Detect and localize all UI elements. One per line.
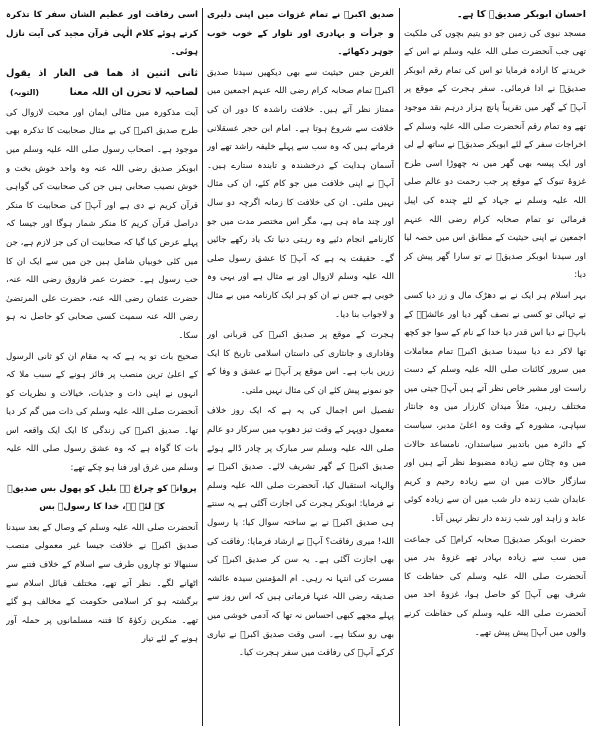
quran-verse-text: ثانی اثنین اذ ھما فی الغار اذ یقول لصاحبہ لا تحزن ان اللہ معنا <box>6 67 198 98</box>
column-right <box>404 6 586 728</box>
column-left-paragraph-1: اسی رفاقت اور عظیم الشان سفر کا تذکرہ کرتے ہوئے کلام الٰہی قرآن مجید کی آیت نازل ہوئی۔ <box>6 10 198 58</box>
column-middle-paragraph-2: الغرض جس حیثیت سے بھی دیکھیں سیدنا صدیق اکبرؓ تمام صحابہ کرام رضی اللہ عنہم اجمعین میں ممتاز نظر آتے ہیں۔ خلافت راشدہ کا دور ان کی خلافت سے شروع ہوتا ہے۔ امام ابن حجر عسقلانی فرماتے ہیں کہ وہ سب سے پہلے خلیفہ راشد تھے اور آسمان ہدایت کے درخشندہ و تابندہ ستارے ہیں۔ آپؓ نے اپنی خلافت میں جو کام کئے، ان کی مثال نہیں ملتی۔ ان کی خلافت کا زمانہ اگرچہ دو سال اور چند ماہ ہی ہے، مگر اس مختصر مدت میں جو کارنامے انجام دئیے وہ رہتی دنیا تک یاد رکھے جائیں گے۔ حقیقت یہ ہے کہ آپؓ کا عشق رسول صلی اللہ علیہ وسلم لازوال اور بے مثال ہے اور یہی وہ خوبی ہے جس نے ان کو ہر ایک کارنامہ میں بے مثال و لاجواب بنا دیا۔ <box>207 67 394 320</box>
column-divider-left <box>202 8 203 726</box>
column-middle-paragraph-3: ہجرت کے موقع پر صدیق اکبرؓ کی قربانی اور وفاداری و جانثاری کی داستان اسلامی تاریخ کا ایک زریں باب ہے۔ اس موقع پر آپؓ نے عشق و وفا کے جو نمونے پیش کئے ان کی مثال نہیں ملتی۔ <box>207 330 394 396</box>
column-left-paragraph-4: آنحضرت صلی اللہ علیہ وسلم کے وصال کے بعد سیدنا صدیق اکبرؓ نے خلافت جیسا غیر معمولی منصب سنبھالا تو چاروں طرف سے اسلام کے خلاف فتنے سر اٹھانے لگے۔ نظر آتے تھے، مختلف قبائل اسلام سے برگشتہ ہو کر اسلامی حکومت کے مخالف ہو گئے تھے۔ منکرین زکوٰۃ کا فتنہ مسلمانوں پر حملہ آور ہونے کے لئے تیار <box>6 522 198 645</box>
poetry-couplet: پروانے کو چراغ ہے بلبل کو پھول بس صدیقؓ کے لئے ہے، خدا کا رسولؐ بس <box>7 483 197 513</box>
column-middle-paragraph-4: تفصیل اس اجمال کی یہ ہے کہ ایک روز خلاف معمول دوپہر کے وقت تیز دھوپ میں سرکار دو عالم صلی اللہ علیہ وسلم سر مبارک پر چادر ڈالے ہوئے صدیق اکبرؓ کے گھر تشریف لائے۔ صدیق اکبرؓ نے والہانہ استقبال کیا، آنحضرت صلی اللہ علیہ وسلم نے فرمایا: ابوبکر ہجرت کی اجازت آگئی ہے یہ سنتے ہی صدیق اکبرؓ نے بے ساختہ سوال کیا: یا رسول اللہ! میری رفاقت؟ آپؐ نے ارشاد فرمایا: رفاقت کی بھی اجازت آگئی ہے۔ یہ سن کر صدیق اکبرؓ کی مسرت کی انتہا نہ رہی۔ ام المؤمنین سیدہ عائشہ صدیقہ رضی اللہ عنہا فرماتی ہیں کہ اس روز سے پہلے مجھے کبھی احساس نہ تھا کہ آدمی خوشی میں بھی رو سکتا ہے۔ اسی وقت صدیق اکبرؓ نے تیاری کرکے آپؐ کی رفاقت میں سفر ہجرت کیا۔ <box>207 406 394 659</box>
column-middle <box>207 6 394 728</box>
column-divider-right <box>399 8 400 726</box>
column-right-paragraph-1: مسجد نبوی کی زمین جو دو یتیم بچوں کی ملکیت تھی جب آنحضرت صلی اللہ علیہ وسلم نے اس کے خریدنے کا ارادہ فرمایا تو اس کی تمام رقم ابوبکر صدیقؓ نے ادا فرمائی۔ سفر ہجرت کے موقع پر آپؓ کے گھر میں تقریباً پانچ ہزار درہم نقد موجود تھے وہ تمام رقم آنحضرت صلی اللہ علیہ وسلم کے اخراجات سفر کے لئے ابوبکر صدیقؓ نے ساتھ لے لی اور ایک پیسہ بھی گھر میں نہ چھوڑا اسی طرح غزوۂ تبوک کے موقع پر جب رحمت دو عالم صلی اللہ علیہ وسلم نے جہاد کے لئے چندہ کی اپیل فرمائی تو تمام صحابہ کرام رضی اللہ عنہم اجمعین نے اپنی حیثیت کے مطابق اس میں حصہ لیا اور سیدنا ابوبکر صدیقؓ نے تو سارا گھر پیش کر دیا: <box>404 28 586 281</box>
column-right-paragraph-3: حضرت ابوبکر صدیقؓ صحابہ کرامؓ کی جماعت میں سب سے زیادہ بہادر تھے غزوۂ بدر میں آنحضرت صلی اللہ علیہ وسلم کی حفاظت کا شرف بھی آپؓ کو حاصل ہوا، غزوۂ احد میں آنحضرت صلی اللہ علیہ وسلم کی حفاظت کرنے والوں میں آپؓ پیش پیش تھے۔ <box>404 534 586 638</box>
column-right-paragraph-2: بہر اسلام ہر ایک نے بے دھڑک مال و زر دیا کسی نے تہائی تو کسی نے نصف گھر دیا اور عائشہؓ کے باپؓ نے دیا اس قدر دیا خدا کے نام کے سوا جو کچھ تھا لاکر دے دیا سیدنا صدیق اکبرؓ تمام معاملات میں سرور کائنات صلی اللہ علیہ وسلم کے دست راست اور مشیر خاص نظر آتے ہیں آپؓ جیتی میں مختلف رہیں، مثلاً میدان کارزار میں وہ جانثار سپاہی، مشورہ کے وقت وہ اعلیٰ مدبر، سیاست کے دائرہ میں باتدبیر سیاستدان، نامساعد حالات میں وہ چٹان سے زیادہ مضبوط نظر آتے ہیں اور سازگار حالات میں ان سے زیادہ رحیم و کریم عابدان شب زندہ دار شب میں ان سے زیادہ کوئی عابد و زاہد اور شب زندہ دار نظر نہیں آتا۔ <box>404 290 586 525</box>
column-middle-paragraph-1: صدیق اکبرؓ نے تمام غزوات میں اپنی دلیری و جرأت و بہادری اور تلوار کے خوب خوب جوہر دکھائے۔ <box>207 10 394 58</box>
column-right-top-line: احسان ابوبکر صدیقؓ کا ہے۔ <box>456 9 586 20</box>
quran-verse-reference: (التوبہ) <box>10 87 40 97</box>
quran-verse <box>6 64 198 102</box>
column-left-paragraph-3: صحیح بات تو یہ ہے کہ یہ مقام ان کو ثانی الرسول کے اعلیٰ ترین منصب پر فائز ہونے کے سبب ملا کہ انہوں نے اپنی ذات و جذبات، خیالات و نظریات کو آنحضرت صلی اللہ علیہ وسلم کی ذات میں گم کر دیا تھا۔ صدیق اکبرؓ کی زندگی کا ایک ایک واقعہ اس بات کا گواہ ہے کہ وہ عشق رسول صلی اللہ علیہ وسلم میں غرق اور فنا ہو چکے تھے: <box>6 351 198 474</box>
column-left-paragraph-2: آیت مذکورہ میں مثالی ایمان اور محبت لازوال کی طرح صدیق اکبرؓ کی بے مثال صحابیت کا تذکرہ بھی موجود ہے۔ اصحاب رسول صلی اللہ علیہ وسلم میں ابوبکر صدیق رضی اللہ عنہ وہ واحد خوش بخت و خوش نصیب صحابی ہیں جن کی صحابیت کی گواہی قرآن کریم نے دی ہے اور آپؓ کی صحابیت کا منکر دراصل قرآن کریم کا منکر شمار ہوگا اور جیسا کہ پہلے عرض کیا گیا کہ صحابیت ان کی جز لازم ہے، جن میں کئی خوبیاں شامل ہیں جن میں سے ایک ان کا حب رسول ہے۔ حضرت عمر فاروق رضی اللہ عنہ، حضرت عثمان رضی اللہ عنہ، حضرت علی المرتضیٰ رضی اللہ عنہ سمیت کسی صحابی کو حاصل نہ ہو سکا۔ <box>6 107 198 341</box>
column-left <box>6 6 198 728</box>
